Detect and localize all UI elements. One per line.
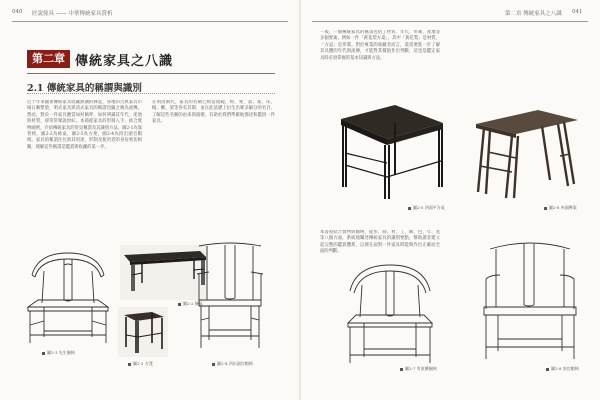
caption-fig4: 圖2-4 四出頭官帽椅 — [212, 361, 253, 367]
chapter-rule — [27, 73, 275, 74]
trestle-table-photo — [472, 100, 582, 200]
caption-fig7: 圖2-7 有束腰圈椅 — [400, 366, 437, 372]
body-column-2: 在明清兩代，家具的名稱已相當規範，椅、凳、桌、案、床、榻、櫃、架等各有其制，並在此基礎上衍生出眾多細分的名目。了解這些名稱的由來與演變，有助於我們準確地描述和鑑別一件家具。 — [152, 100, 275, 125]
caption-fig6: 圖2-6 夾頭榫案 — [544, 205, 577, 211]
right-page — [300, 0, 600, 400]
body-column-1: 一般，一個傳統家具的稱謂包括了材質、年代、形制、產地等多個要素。例如一件「黃花梨方桌」，其中「黃花梨」是材質，「方桌」是形制。對於專業的收藏者而言，還需要進一步了解其具體的年代與流傳，才能對其價值作出判斷，這也是鑑定家具時必須掌握的基本知識與方法。 — [320, 30, 440, 61]
chapter-label: 第二章 — [27, 50, 70, 68]
caption-fig3: 圖2-3 方凳 — [128, 361, 153, 367]
caption-fig2: 圖2-2 條桌 — [178, 301, 203, 307]
running-head: 匠說傢具 —— 中華傳統家具賞析 — [32, 11, 113, 17]
round-armchair-illustration — [342, 255, 437, 367]
caption-fig1: 圖2-1 先生圈椅 — [42, 350, 75, 356]
page-number: 040 — [12, 9, 23, 15]
section-title: 2.1 傳統家具的稱謂與識別 — [27, 83, 142, 94]
header-rule — [312, 21, 588, 22]
header-rule — [12, 21, 288, 22]
official-hat-armchair-illustration — [195, 240, 265, 352]
chapter-heading — [27, 50, 173, 68]
stool-photo — [118, 307, 168, 357]
section-rule — [27, 93, 275, 94]
page-number: 041 — [572, 9, 583, 15]
square-table-photo — [335, 95, 447, 203]
caption-fig8: 圖2-8 南官帽椅 — [546, 366, 579, 372]
running-head: 第二章 傳統家具之八識 — [505, 11, 562, 17]
chapter-title: 傳統家具之八識 — [75, 53, 174, 69]
caption-fig5: 圖2-5 四面平方桌 — [408, 205, 445, 211]
body-column-2: 本書將結合實物與圖例，從形、制、材、工、飾、色、年、產等八個方面，系統地闡述傳統家具的識別要點，幫助讀者建立起完整的鑑賞體系，以便在面對一件家具時能夠作出正確而全面的判斷。 — [320, 230, 440, 255]
body-column-1: 近十年來隨著傳統家具收藏熱潮的興起，各地的古典家具市場日漸繁榮，明式家具與清式家具的稱謂也隨之廣為流傳。然而，對於一件家具應當如何稱呼，如何辨識其年代、產地與材質，卻常常眾說紛紜。本節從家具的形制入手，結合實物圖例，介紹傳統家具的常見稱謂及其識別方法。圖2-1為靠背椅，圖2-2為條桌，圖2-3為方凳，圖2-4為四出頭官帽椅。家具的稱謂往往與其用途、形制及使用者的身份密切相關，理解這些稱謂是鑑賞與收藏的第一步。 — [27, 100, 142, 150]
armchair-illustration — [20, 245, 115, 345]
southern-official-hat-chair-illustration — [480, 235, 580, 363]
